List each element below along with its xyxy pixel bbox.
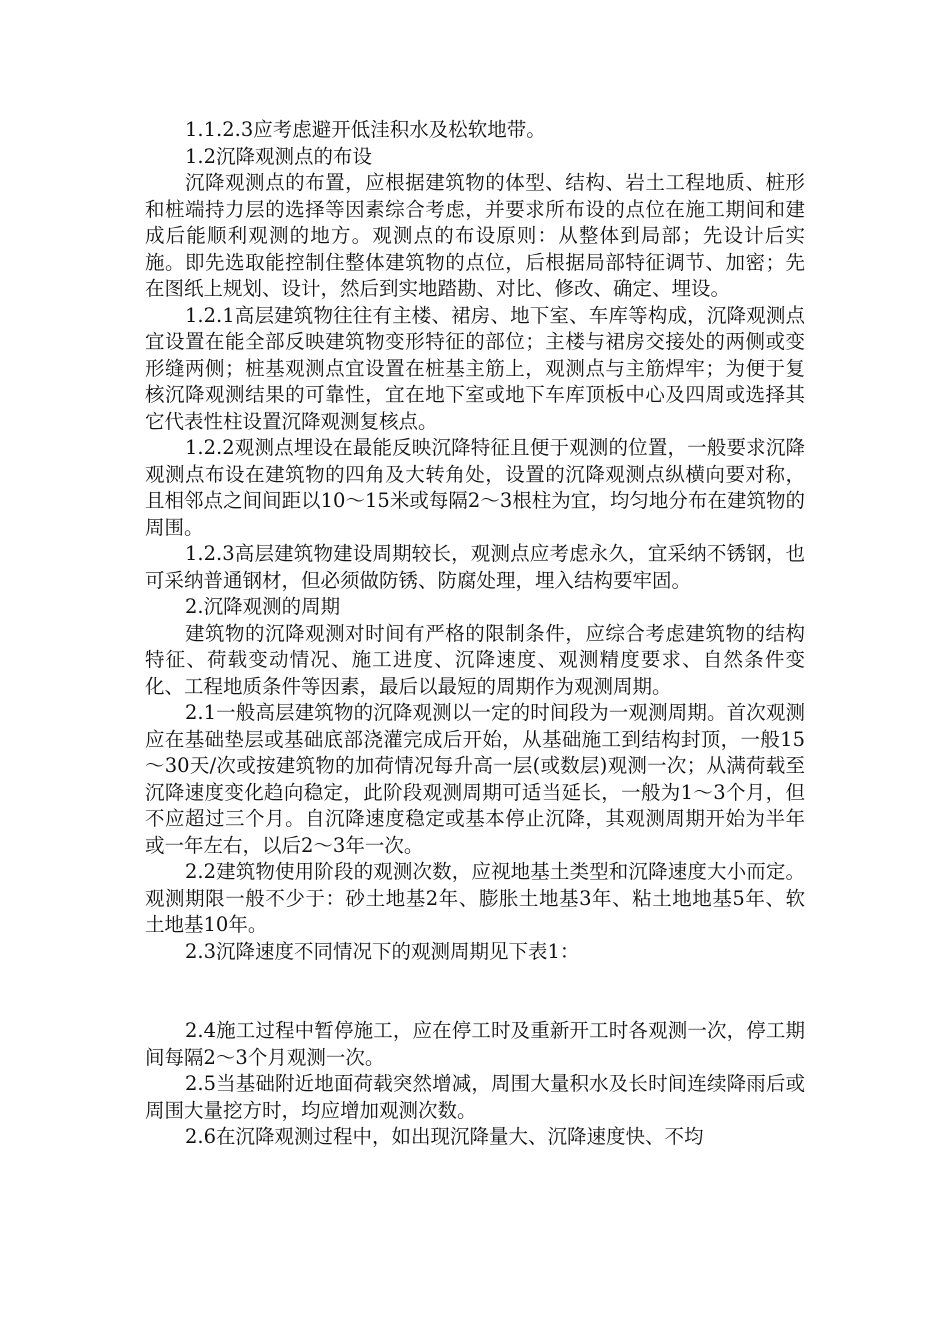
paragraph-1-2-3: 1.2.3高层建筑物建设周期较长，观测点应考虑永久，宜采纳不锈钢，也可采纳普通钢材，但必须做防锈、防腐处理，埋入结构要牢固。 — [145, 542, 805, 592]
paragraph-2-intro: 建筑物的沉降观测对时间有严格的限制条件，应综合考虑建筑物的结构特征、荷载变动情况、施工进度、沉降速度、观测精度要求、自然条件变化、工程地质条件等因素，最后以最短的周期作为观测周期。 — [145, 621, 805, 698]
document-body — [145, 117, 805, 1151]
table-placeholder-gap — [145, 965, 805, 1018]
paragraph-1-1-2-3: 1.1.2.3应考虑避开低洼积水及松软地带。 — [185, 118, 546, 141]
paragraph-1-2-intro: 沉降观测点的布置，应根据建筑物的体型、结构、岩土工程地质、桩形和桩端持力层的选择等因素综合考虑，并要求所布设的点位在施工期间和建成后能顺利观测的地方。观测点的布设原则：从整体到局部；先设计后实施。即先选取能控制住整体建筑物的点位，后根据局部特征调节、加密；先在图纸上规划、设计，然后到实地踏勘、对比、修改、确定、埋设。 — [145, 171, 805, 300]
paragraph-2-2: 2.2建筑物使用阶段的观测次数，应视地基土类型和沉降速度大小而定。观测期限一般不少于：砂土地基2年、膨胀土地基3年、粘土地地基5年、软土地基10年。 — [145, 860, 805, 936]
paragraph-1-2-1: 1.2.1高层建筑物往往有主楼、裙房、地下室、车库等构成，沉降观测点宜设置在能全部反映建筑物变形特征的部位；主楼与裙房交接处的两侧或变形缝两侧；桩基观测点宜设置在桩基主筋上，观测点与主筋焊牢；为便于复核沉降观测结果的可靠性，宜在地下室或地下车库顶板中心及四周或选择其它代表性柱设置沉降观测复核点。 — [145, 303, 805, 433]
heading-2: 2.沉降观测的周期 — [185, 595, 341, 618]
heading-1-2: 1.2沉降观测点的布设 — [185, 144, 373, 168]
paragraph-2-1: 2.1一般高层建筑物的沉降观测以一定的时间段为一观测周期。首次观测应在基础垫层或基础底部浇灌完成后开始，从基础施工到结构封顶，一般15～30天/次或按建筑物的加荷情况每升高一层(或数层)观测一次；从满荷载至沉降速度变化趋向稳定，此阶段观测周期可适当延长，一般为1～3个月，但不应超过三个月。自沉降速度稳定或基本停止沉降，其观测周期开始为半年或一年左右，以后2～3年一次。 — [145, 701, 805, 857]
paragraph-2-5: 2.5当基础附近地面荷载突然增减，周围大量积水及长时间连续降雨后或周围大量挖方时，均应增加观测次数。 — [145, 1072, 805, 1122]
paragraph-2-3: 2.3沉降速度不同情况下的观测周期见下表1： — [185, 939, 580, 963]
paragraph-1-2-2: 1.2.2观测点埋设在最能反映沉降特征且便于观测的位置，一般要求沉降观测点布设在建筑物的四角及大转角处，设置的沉降观测点纵横向要对称，且相邻点之间间距以10～15米或每隔2～3根柱为宜，均匀地分布在建筑物的周围。 — [145, 436, 805, 539]
paragraph-2-4: 2.4施工过程中暂停施工，应在停工时及重新开工时各观测一次，停工期间每隔2～3个月观测一次。 — [145, 1019, 805, 1069]
paragraph-2-6: 2.6在沉降观测过程中，如出现沉降量大、沉降速度快、不均 — [185, 1125, 704, 1148]
